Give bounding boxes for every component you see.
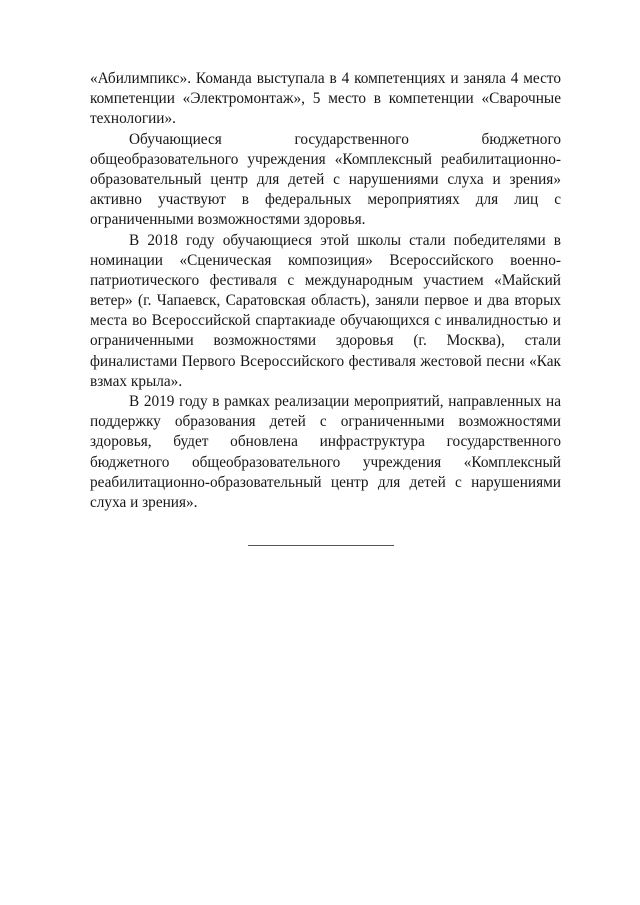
- paragraph-line: места во Всероссийской спартакиаде обучающихся с инвалидностью и: [90, 312, 561, 330]
- end-separator-line: [248, 545, 394, 546]
- paragraph-2018-achievements: [90, 231, 561, 393]
- paragraph-line: «Абилимпикс». Команда выступала в 4 компетенциях и заняла 4 место: [90, 70, 561, 87]
- paragraph-line: здоровья, будет обновлена инфраструктура государственного: [90, 433, 561, 451]
- paragraph-line: взмах крыла».: [90, 372, 183, 390]
- paragraph-line: патриотического фестиваля с международным участием «Майский: [90, 271, 561, 289]
- paragraph-line: реабилитационно-образовательный центр для детей с нарушениями: [90, 473, 561, 491]
- paragraph-line: бюджетного общеобразовательного учреждения «Комплексный: [90, 453, 561, 471]
- paragraph-line: финалистами Первого Всероссийского фестиваля жестовой песни «Как: [90, 352, 561, 370]
- paragraph-line: В 2019 году в рамках реализации мероприятий, направленных на: [129, 393, 561, 410]
- paragraph-line: номинации «Сценическая композиция» Всероссийского военно-: [90, 251, 561, 269]
- paragraph-line: В 2018 году обучающиеся этой школы стали победителями в: [129, 231, 561, 249]
- paragraph-line: ограниченными возможностями здоровья.: [90, 211, 366, 229]
- paragraph-line: слуха и зрения».: [90, 493, 198, 511]
- paragraph-line: Обучающиеся государственного бюджетного: [129, 130, 561, 148]
- paragraph-line: ветер» (г. Чапаевск, Саратовская область), заняли первое и два вторых: [90, 292, 561, 310]
- paragraph-line: ограниченными возможностями здоровья (г. Москва), стали: [90, 332, 561, 350]
- paragraph-line: образовательный центр для детей с нарушениями слуха и зрения»: [90, 170, 561, 188]
- paragraph-2019-plans: [90, 392, 561, 513]
- paragraph-abilympics: [90, 69, 561, 130]
- paragraph-line: компетенции «Электромонтаж», 5 место в компетенции «Сварочные: [90, 90, 561, 108]
- paragraph-line: поддержку образования детей с ограниченными возможностями: [90, 413, 561, 431]
- paragraph-line: активно участвуют в федеральных мероприятиях для лиц с: [90, 191, 561, 209]
- paragraph-students-participation: [90, 130, 561, 231]
- paragraph-line: технологии».: [90, 110, 176, 128]
- document-body: [90, 69, 561, 513]
- paragraph-line: общеобразовательного учреждения «Комплексный реабилитационно-: [90, 150, 561, 168]
